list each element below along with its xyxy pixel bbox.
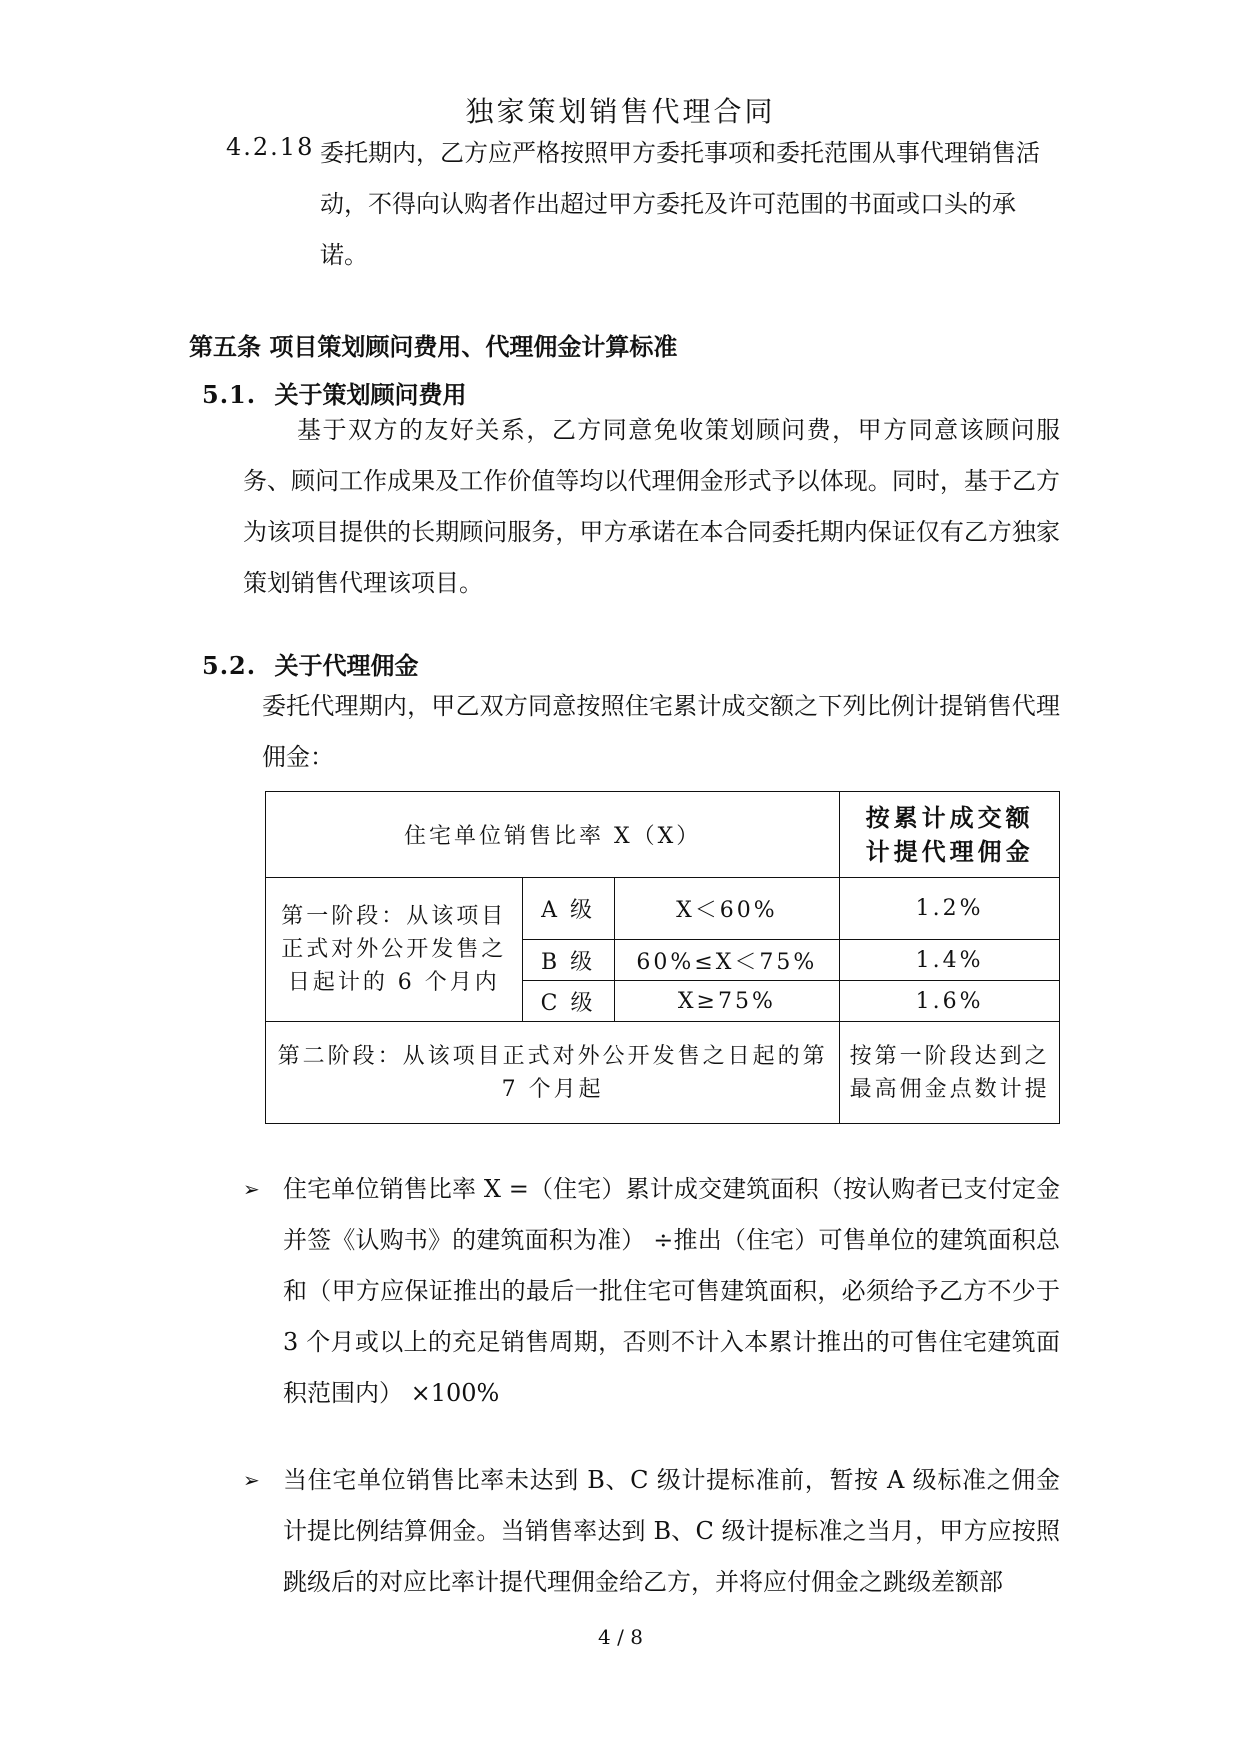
article-heading: 第五条 项目策划顾问费用、代理佣金计算标准 xyxy=(189,332,678,361)
commission-header xyxy=(840,792,1060,878)
stage-two-cell: 第二阶段：从该项目正式对外公开发售之日起的第 7 个月起 xyxy=(266,1022,840,1124)
table-row xyxy=(266,1022,1060,1124)
table-row xyxy=(266,878,1060,940)
rate-cell: 1.6% xyxy=(840,981,1060,1022)
table-header-row xyxy=(266,792,1060,878)
commission-rate-table xyxy=(265,791,1060,1124)
bullet-text: 当住宅单位销售比率未达到 B、C 级计提标准前，暂按 A 级标准之佣金计提比例结算佣金。当销售率达到 B、C 级计提标准之当月，甲方应按照跳级后的对应比率计提代理佣金给乙方，并将应付佣金之跳级差额部 xyxy=(283,1466,1060,1596)
arrow-bullet-icon: ➢ xyxy=(243,1177,260,1201)
clause-number: 4.2.18 xyxy=(226,133,315,161)
section-5-2-paragraph: 委托代理期内，甲乙双方同意按照住宅累计成交额之下列比例计提销售代理佣金： xyxy=(262,692,1060,771)
section-5-1-paragraph: 基于双方的友好关系，乙方同意免收策划顾问费，甲方同意该顾问服务、顾问工作成果及工作价值等均以代理佣金形式予以体现。同时，基于乙方为该项目提供的长期顾问服务，甲方承诺在本合同委托期内保证仅有乙方独家策划销售代理该项目。 xyxy=(243,416,1060,597)
section-number: 5.1. xyxy=(202,380,257,409)
range-cell: 60%≤X＜75% xyxy=(614,940,840,981)
commission-header-line2: 计提代理佣金 xyxy=(865,836,1034,866)
bullet-text: 住宅单位销售比率 X =（住宅）累计成交建筑面积（按认购者已支付定金并签《认购书》的建筑面积为准） ÷推出（住宅）可售单位的建筑面积总和（甲方应保证推出的最后一批住宅可售建筑面积，必须给予乙方不少于 3 个月或以上的充足销售周期，否则不计入本累计推出的可售住宅建筑面积范围内） ×100% xyxy=(283,1175,1060,1407)
clause-text: 委托期内，乙方应严格按照甲方委托事项和委托范围从事代理销售活动，不得向认购者作出超过甲方委托及许可范围的书面或口头的承诺。 xyxy=(320,139,1040,269)
section-title: 关于代理佣金 xyxy=(274,651,419,680)
rate-cell: 1.4% xyxy=(840,940,1060,981)
page-number: 4 / 8 xyxy=(598,1625,643,1649)
grade-cell: C 级 xyxy=(522,981,614,1022)
grade-cell: B 级 xyxy=(522,940,614,981)
bullet-item xyxy=(243,1455,1060,1608)
arrow-bullet-icon: ➢ xyxy=(243,1468,260,1492)
sales-ratio-header: 住宅单位销售比率 X（X） xyxy=(266,792,840,878)
range-cell: X＜60% xyxy=(614,878,840,940)
grade-cell: A 级 xyxy=(522,878,614,940)
section-title: 关于策划顾问费用 xyxy=(274,380,467,409)
document-header-title: 独家策划销售代理合同 xyxy=(465,95,776,128)
range-cell: X≥75% xyxy=(614,981,840,1022)
section-number: 5.2. xyxy=(202,651,257,680)
stage-one-cell: 第一阶段：从该项目正式对外公开发售之日起计的 6 个月内 xyxy=(266,878,523,1022)
stage-two-rate-cell: 按第一阶段达到之最高佣金点数计提 xyxy=(840,1022,1060,1124)
bullet-item xyxy=(243,1164,1060,1419)
section-5-2-heading xyxy=(202,646,418,681)
commission-header-line1: 按累计成交额 xyxy=(865,802,1034,832)
rate-cell: 1.2% xyxy=(840,878,1060,940)
